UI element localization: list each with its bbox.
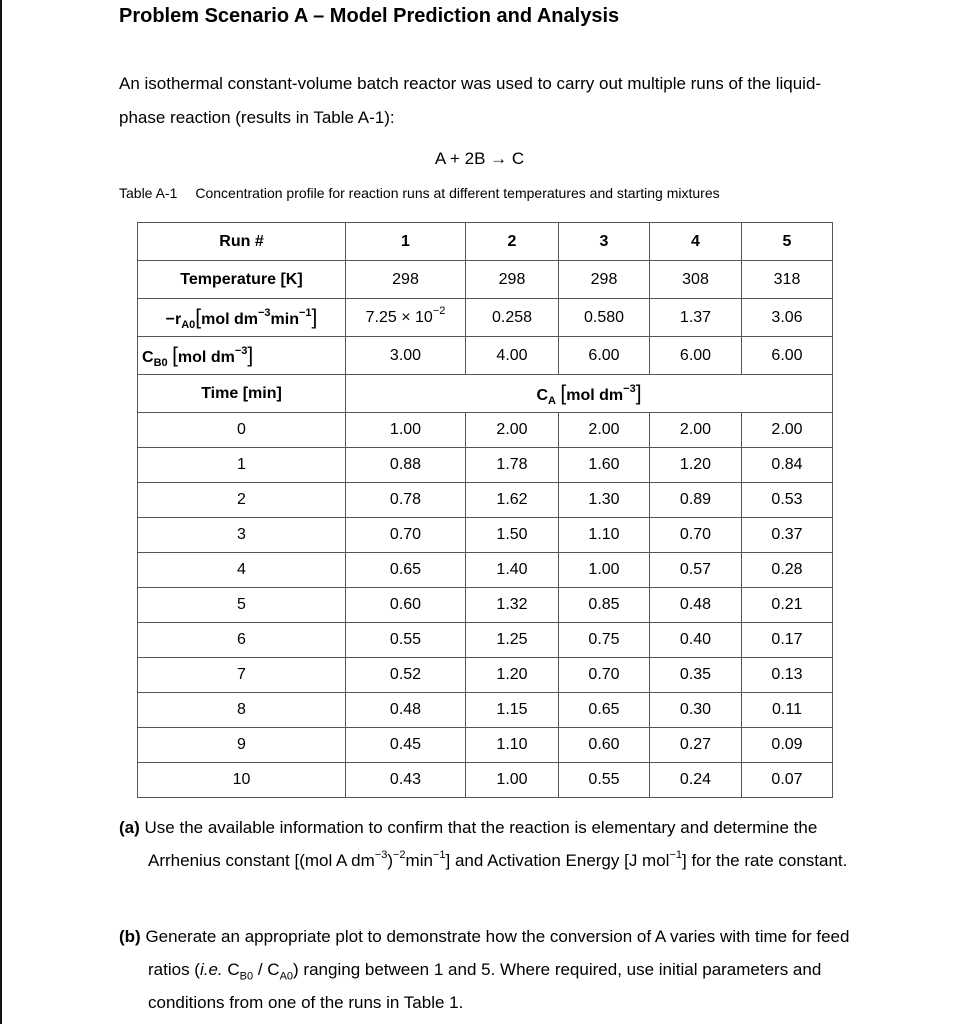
run-cell: 1	[346, 223, 466, 261]
time-cell: 9	[138, 728, 346, 763]
concentration-cell: 0.70	[559, 658, 650, 693]
concentration-cell: 0.43	[346, 763, 466, 798]
concentration-cell: 2.00	[466, 413, 559, 448]
time-cell: 4	[138, 553, 346, 588]
concentration-cell: 0.48	[346, 693, 466, 728]
reaction-equation: A + 2B → C	[434, 149, 525, 168]
time-cell: 1	[138, 448, 346, 483]
concentration-cell: 1.00	[466, 763, 559, 798]
concentration-cell: 0.40	[650, 623, 742, 658]
concentration-cell: 0.11	[742, 693, 833, 728]
concentration-cell: 0.35	[650, 658, 742, 693]
concentration-cell: 2.00	[650, 413, 742, 448]
concentration-cell: 0.37	[742, 518, 833, 553]
concentration-cell: 1.30	[559, 483, 650, 518]
run-cell: 2	[466, 223, 559, 261]
concentration-cell: 0.55	[559, 763, 650, 798]
time-header-row	[138, 375, 833, 413]
time-row	[138, 588, 833, 623]
time-cell: 8	[138, 693, 346, 728]
run-label: Run #	[138, 223, 346, 261]
cb0-cell: 6.00	[742, 337, 833, 375]
ca-label: $C_A$ [mol $dm^{-3}$]	[346, 375, 833, 413]
rate-cell: 0.258	[466, 299, 559, 337]
concentration-cell: 0.60	[346, 588, 466, 623]
concentration-cell: 0.48	[650, 588, 742, 623]
concentration-cell: 2.00	[559, 413, 650, 448]
temperature-row	[138, 261, 833, 299]
cb0-cell: 6.00	[650, 337, 742, 375]
concentration-cell: 0.88	[346, 448, 466, 483]
cb0-row	[138, 337, 833, 375]
time-row	[138, 623, 833, 658]
concentration-cell: 1.50	[466, 518, 559, 553]
temperature-label: Temperature [K]	[138, 261, 346, 299]
concentration-cell: 0.53	[742, 483, 833, 518]
concentration-table	[137, 222, 833, 798]
concentration-cell: 0.24	[650, 763, 742, 798]
cb0-label: $C_{B0}$ [mol $dm^{-3}$]	[138, 337, 346, 375]
concentration-cell: 1.32	[466, 588, 559, 623]
question-b: (b) Generate an appropriate plot to demonstrate how the conversion of A varies with time for feed ratios (i.e. $C_{B0} / C_{A0}$) ranging between 1 and 5. Where required, use initial parameters and conditions from one of the runs in Table 1.	[119, 927, 850, 1012]
time-cell: 5	[138, 588, 346, 623]
concentration-cell: 1.00	[559, 553, 650, 588]
concentration-cell: 1.10	[559, 518, 650, 553]
question-a: (a) Use the available information to confirm that the reaction is elementary and determine the Arrhenius constant [(mol A $dm^{-3})^{-2}\min^{-1}$] and Activation Energy [J mol$^{-1}$] for the rate constant.	[119, 818, 848, 870]
concentration-cell: 0.57	[650, 553, 742, 588]
temperature-cell: 308	[650, 261, 742, 299]
temperature-cell: 298	[346, 261, 466, 299]
cb0-cell: 3.00	[346, 337, 466, 375]
concentration-cell: 0.65	[346, 553, 466, 588]
time-row	[138, 553, 833, 588]
caption-text: Concentration profile for reaction runs at different temperatures and starting mixtures	[195, 185, 720, 201]
time-cell: 10	[138, 763, 346, 798]
time-cell: 6	[138, 623, 346, 658]
concentration-cell: 0.52	[346, 658, 466, 693]
run-cell: 4	[650, 223, 742, 261]
rate-cell: 1.37	[650, 299, 742, 337]
temperature-cell: 318	[742, 261, 833, 299]
rate-row	[138, 299, 833, 337]
concentration-cell: 0.75	[559, 623, 650, 658]
run-row	[138, 223, 833, 261]
concentration-cell: 0.89	[650, 483, 742, 518]
rate-cell: 0.580	[559, 299, 650, 337]
concentration-cell: 0.45	[346, 728, 466, 763]
time-row	[138, 728, 833, 763]
concentration-cell: 0.84	[742, 448, 833, 483]
concentration-cell: 0.70	[346, 518, 466, 553]
run-cell: 3	[559, 223, 650, 261]
concentration-cell: 1.20	[466, 658, 559, 693]
concentration-cell: 0.30	[650, 693, 742, 728]
question-a-label: (a)	[119, 818, 140, 837]
concentration-cell: 0.07	[742, 763, 833, 798]
concentration-cell: 1.60	[559, 448, 650, 483]
time-row	[138, 413, 833, 448]
concentration-cell: 1.00	[346, 413, 466, 448]
cb0-cell: 6.00	[559, 337, 650, 375]
run-cell: 5	[742, 223, 833, 261]
question-b-label: (b)	[119, 927, 141, 946]
time-cell: 7	[138, 658, 346, 693]
concentration-cell: 0.85	[559, 588, 650, 623]
time-row	[138, 448, 833, 483]
concentration-cell: 0.65	[559, 693, 650, 728]
time-cell: 0	[138, 413, 346, 448]
concentration-cell: 0.17	[742, 623, 833, 658]
concentration-cell: 2.00	[742, 413, 833, 448]
concentration-cell: 1.20	[650, 448, 742, 483]
temperature-cell: 298	[466, 261, 559, 299]
concentration-cell: 0.13	[742, 658, 833, 693]
time-row	[138, 693, 833, 728]
concentration-cell: 1.15	[466, 693, 559, 728]
concentration-cell: 1.62	[466, 483, 559, 518]
cb0-cell: 4.00	[466, 337, 559, 375]
caption-label: Table A-1	[119, 185, 178, 201]
rate-cell: 3.06	[742, 299, 833, 337]
table-caption	[119, 183, 720, 203]
time-cell: 2	[138, 483, 346, 518]
concentration-cell: 1.40	[466, 553, 559, 588]
temperature-cell: 298	[559, 261, 650, 299]
concentration-cell: 0.70	[650, 518, 742, 553]
concentration-cell: 0.09	[742, 728, 833, 763]
rate-cell: $7.25 \times 10^{-2}$	[346, 299, 466, 337]
concentration-cell: 1.25	[466, 623, 559, 658]
concentration-cell: 0.27	[650, 728, 742, 763]
time-label: Time [min]	[138, 375, 346, 413]
time-row	[138, 483, 833, 518]
concentration-cell: 0.21	[742, 588, 833, 623]
time-cell: 3	[138, 518, 346, 553]
time-row	[138, 658, 833, 693]
time-row	[138, 518, 833, 553]
concentration-cell: 1.10	[466, 728, 559, 763]
concentration-cell: 0.60	[559, 728, 650, 763]
concentration-cell: 0.28	[742, 553, 833, 588]
page-title: Problem Scenario A – Model Prediction and Analysis	[119, 5, 620, 27]
concentration-cell: 1.78	[466, 448, 559, 483]
rate-label: $-r_{A0}[mol$ $dm^{-3}\min^{-1}$]	[138, 299, 346, 337]
concentration-cell: 0.78	[346, 483, 466, 518]
time-row	[138, 763, 833, 798]
intro-paragraph: An isothermal constant-volume batch reactor was used to carry out multiple runs of the liquid-phase reaction (results in Table A-1):	[119, 74, 822, 127]
concentration-cell: 0.55	[346, 623, 466, 658]
